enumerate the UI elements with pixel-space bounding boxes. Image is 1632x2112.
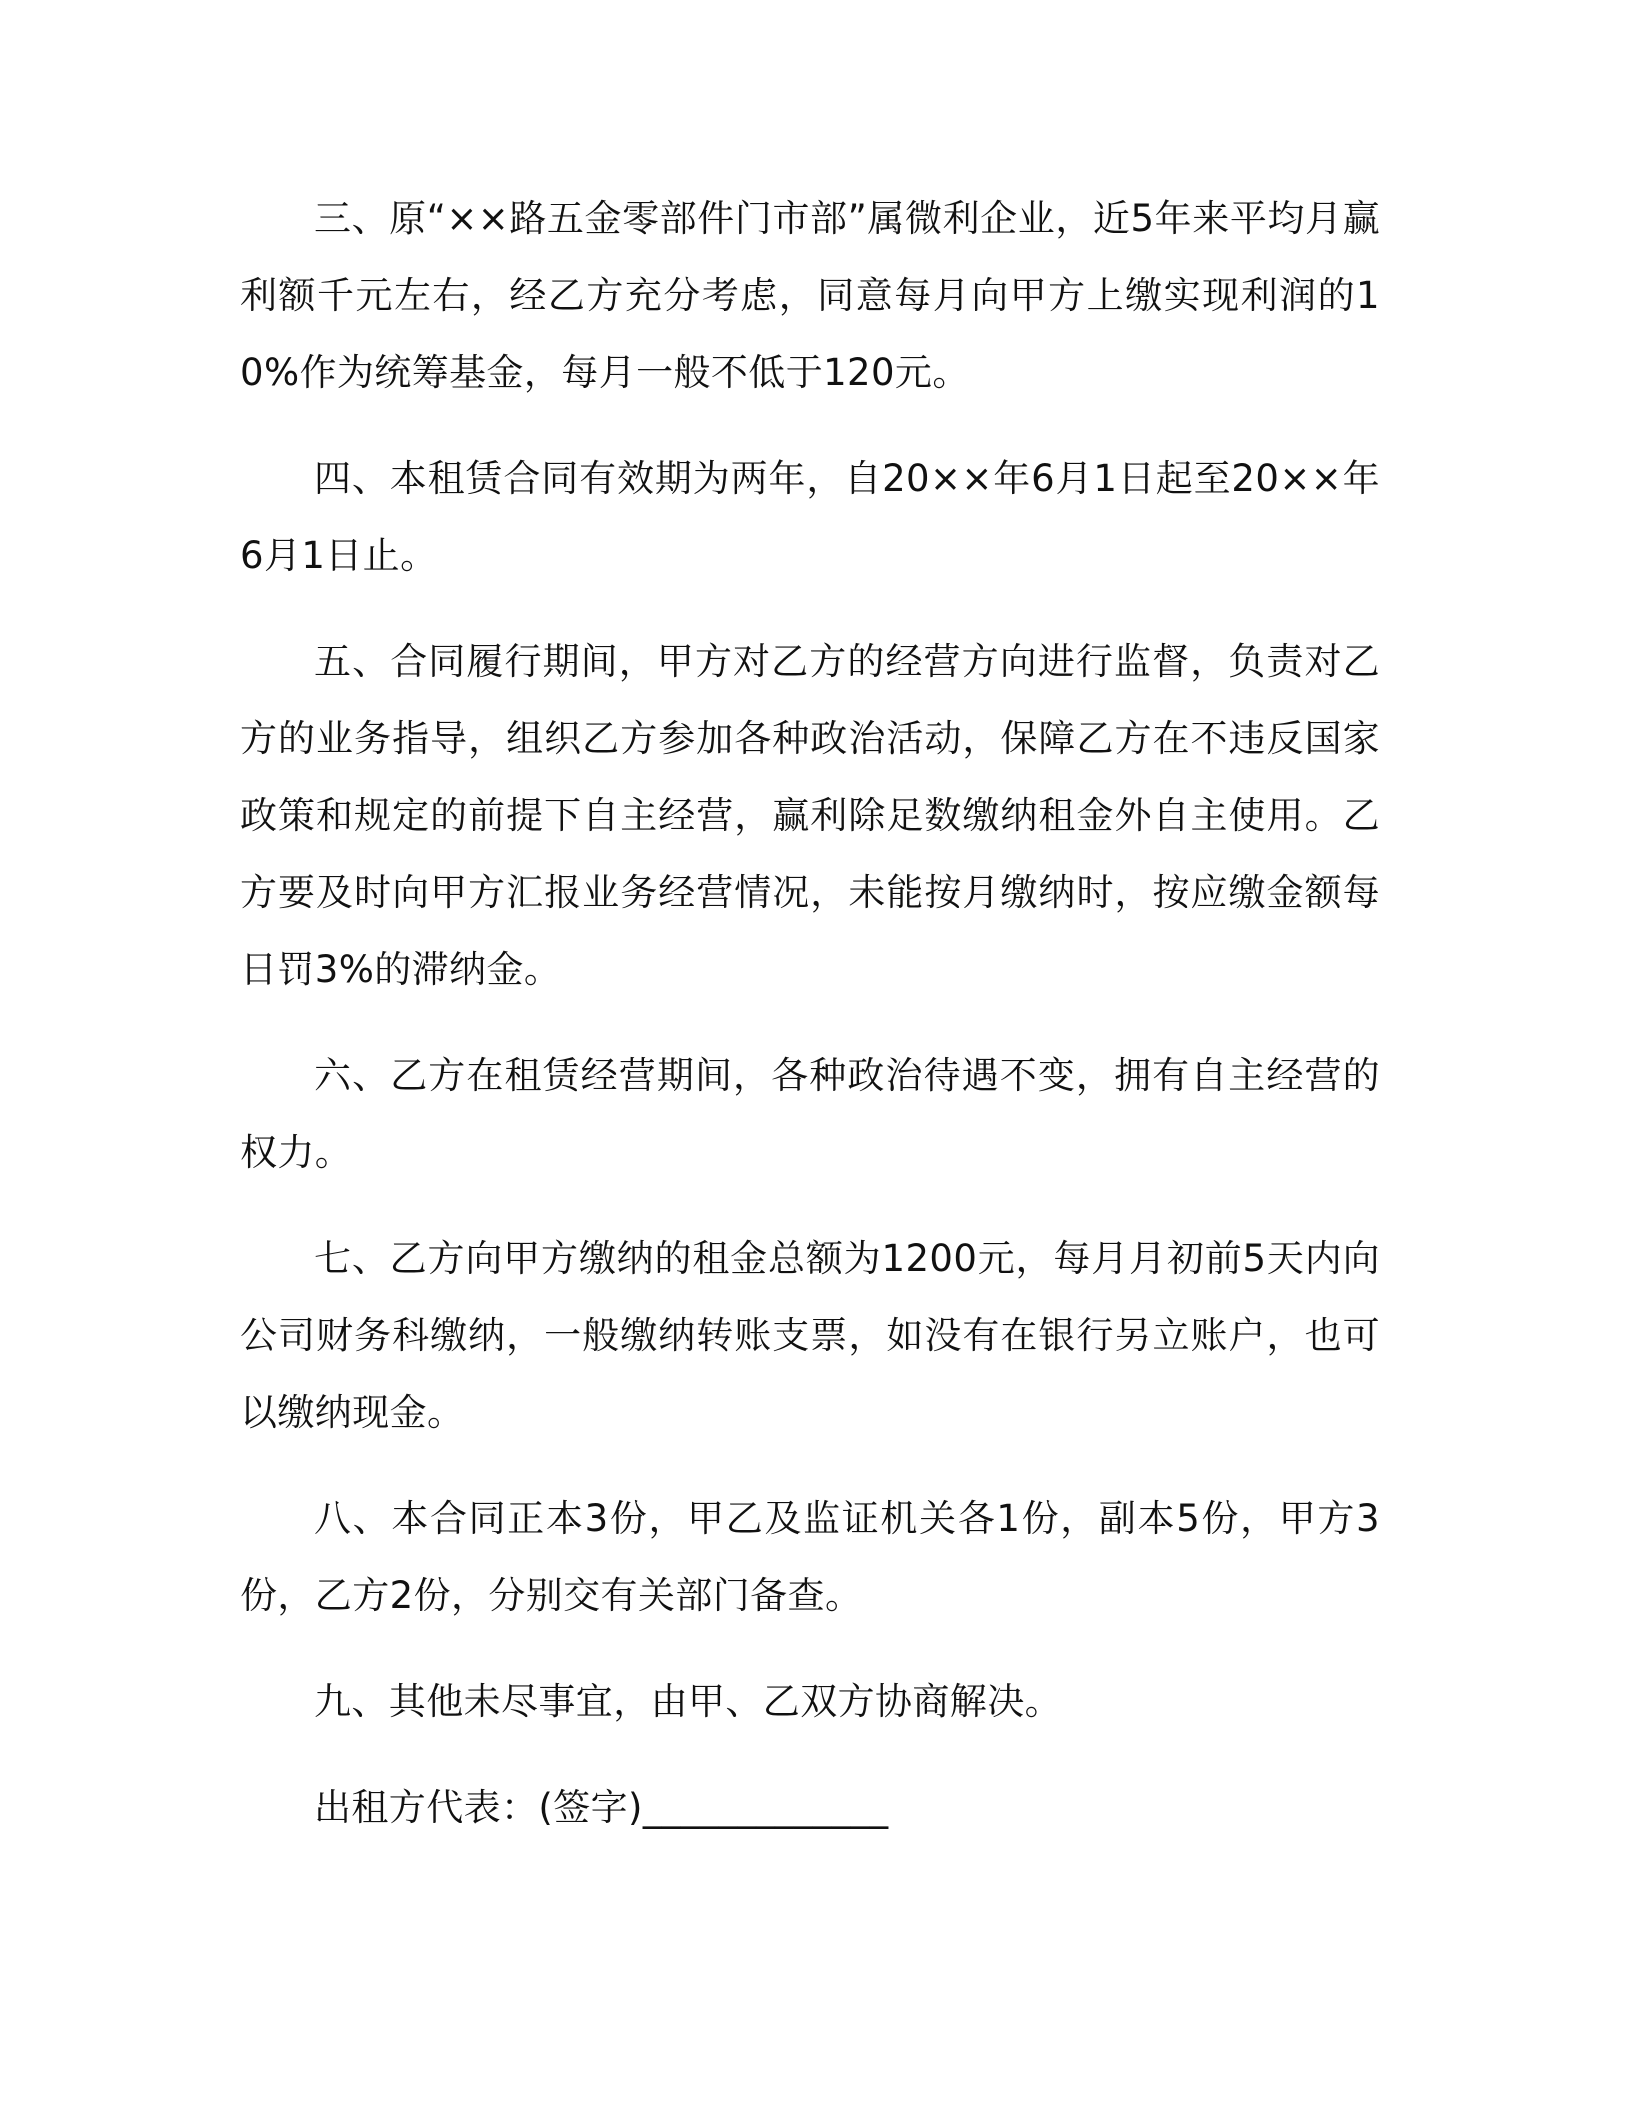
clause-4-paragraph: 四、本租赁合同有效期为两年，自20××年6月1日起至20××年6月1日止。 (240, 457, 1380, 577)
clause-9-paragraph: 九、其他未尽事宜，由甲、乙双方协商解决。 (314, 1680, 1062, 1723)
clause-6-paragraph: 六、乙方在租赁经营期间，各种政治待遇不变，拥有自主经营的权力。 (240, 1054, 1380, 1174)
clause-7-paragraph: 七、乙方向甲方缴纳的租金总额为1200元，每月月初前5天内向公司财务科缴纳，一般缴纳转账支票，如没有在银行另立账户，也可以缴纳现金。 (240, 1237, 1380, 1434)
lessor-signature-line: 出租方代表：(签字)_____________ (314, 1786, 889, 1829)
clause-5-paragraph: 五、合同履行期间，甲方对乙方的经营方向进行监督，负责对乙方的业务指导，组织乙方参加各种政治活动，保障乙方在不违反国家政策和规定的前提下自主经营，赢利除足数缴纳租金外自主使用。乙方要及时向甲方汇报业务经营情况，未能按月缴纳时，按应缴金额每日罚3%的滞纳金。 (240, 640, 1380, 991)
clause-3-paragraph: 三、原“××路五金零部件门市部”属微利企业，近5年来平均月赢利额千元左右，经乙方充分考虑，同意每月向甲方上缴实现利润的10%作为统筹基金，每月一般不低于120元。 (240, 197, 1380, 394)
clause-8-paragraph: 八、本合同正本3份，甲乙及监证机关各1份，副本5份，甲方3份，乙方2份，分别交有关部门备查。 (240, 1497, 1380, 1617)
document-body (240, 180, 1380, 1846)
